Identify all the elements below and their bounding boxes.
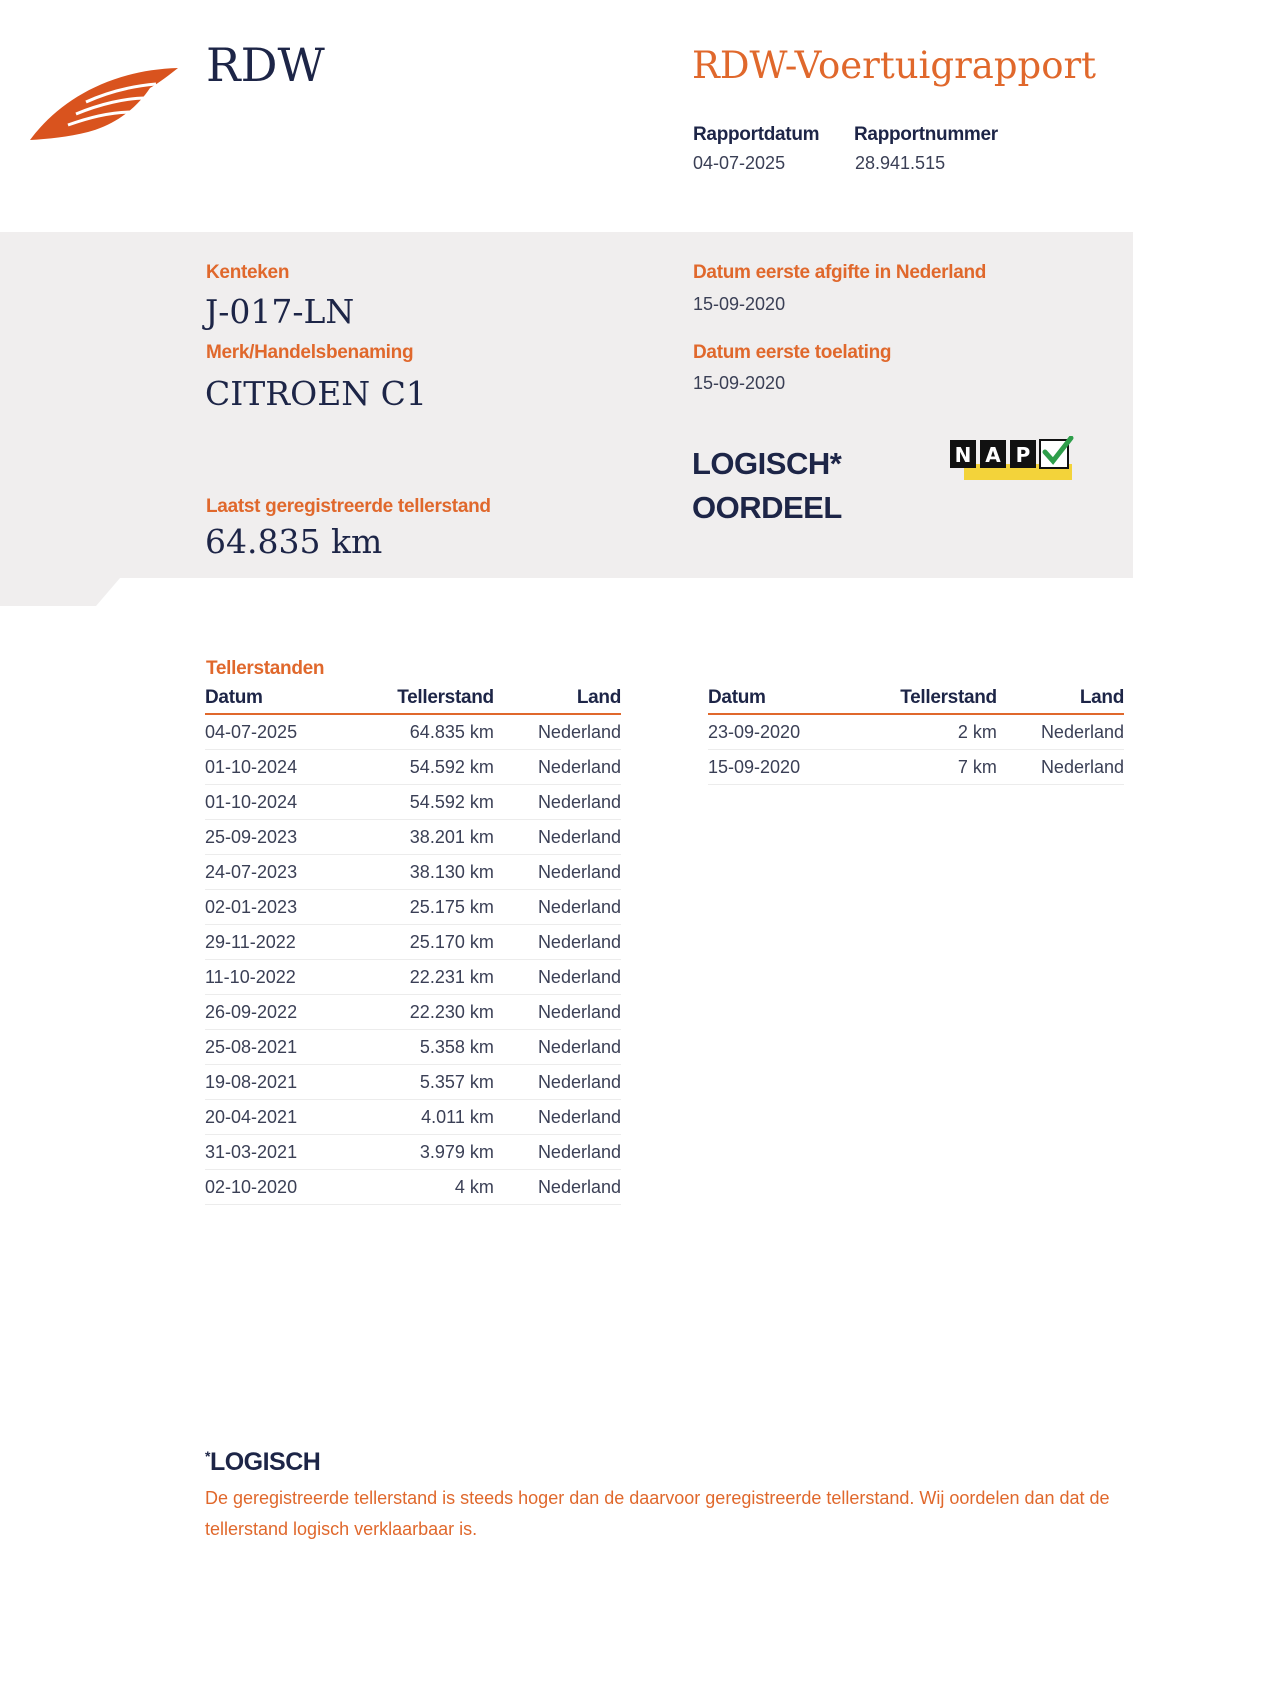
row-date: 01-10-2024 <box>205 785 346 820</box>
row-odometer: 64.835 km <box>346 714 494 750</box>
row-country: Nederland <box>494 1100 621 1135</box>
row-country: Nederland <box>494 714 621 750</box>
last-odometer-label: Laatst geregistreerde tellerstand <box>206 496 491 517</box>
verdict-line-2: OORDEEL <box>692 490 842 525</box>
header-tellerstand: Tellerstand <box>346 687 494 714</box>
row-odometer: 54.592 km <box>346 750 494 785</box>
row-date: 23-09-2020 <box>708 714 849 750</box>
row-country: Nederland <box>494 995 621 1030</box>
nap-logo-icon <box>950 436 1074 484</box>
header-datum: Datum <box>708 687 849 714</box>
nap-letter-p: P <box>1015 443 1031 467</box>
row-odometer: 25.175 km <box>346 890 494 925</box>
row-odometer: 2 km <box>849 714 997 750</box>
table-header-row <box>205 687 621 714</box>
row-date: 24-07-2023 <box>205 855 346 890</box>
table-row <box>205 890 621 925</box>
table-row <box>708 750 1124 785</box>
table-row <box>205 1135 621 1170</box>
row-odometer: 4.011 km <box>346 1100 494 1135</box>
row-date: 02-01-2023 <box>205 890 346 925</box>
table-row <box>205 785 621 820</box>
header-land: Land <box>494 687 621 714</box>
row-country: Nederland <box>494 1135 621 1170</box>
brand-name: RDW <box>206 38 325 92</box>
odometer-history-title: Tellerstanden <box>206 658 325 679</box>
row-odometer: 38.201 km <box>346 820 494 855</box>
footnote-text: De geregistreerde tellerstand is steeds hoger dan de daarvoor geregistreerde tellerstand. Wij oordelen dan dat de tellerstand logisch verklaarbaar is. <box>205 1488 1110 1539</box>
header-land: Land <box>997 687 1124 714</box>
merk-value: CITROEN C1 <box>205 374 427 413</box>
kenteken-value: J-017-LN <box>205 292 355 331</box>
row-date: 01-10-2024 <box>205 750 346 785</box>
odometer-table-left <box>205 687 621 1205</box>
verdict-line-1: LOGISCH* <box>692 446 842 481</box>
report-date-label: Rapportdatum <box>693 124 820 145</box>
row-odometer: 5.357 km <box>346 1065 494 1100</box>
table-row <box>205 855 621 890</box>
table-row <box>205 714 621 750</box>
row-country: Nederland <box>494 750 621 785</box>
row-country: Nederland <box>997 750 1124 785</box>
nap-letter-a: A <box>985 443 1001 467</box>
row-date: 15-09-2020 <box>708 750 849 785</box>
header-datum: Datum <box>205 687 346 714</box>
first-issue-label: Datum eerste afgifte in Nederland <box>693 262 987 283</box>
row-date: 19-08-2021 <box>205 1065 346 1100</box>
rdw-logo-icon <box>28 62 184 146</box>
table-row <box>205 750 621 785</box>
merk-label: Merk/Handelsbenaming <box>206 342 414 363</box>
table-row <box>205 820 621 855</box>
footnote-title: *LOGISCH <box>205 1448 321 1476</box>
row-country: Nederland <box>494 1170 621 1205</box>
report-number-label: Rapportnummer <box>854 124 998 145</box>
report-date-value: 04-07-2025 <box>693 153 786 173</box>
row-odometer: 4 km <box>346 1170 494 1205</box>
panel-notch <box>0 578 120 606</box>
row-country: Nederland <box>494 925 621 960</box>
row-odometer: 25.170 km <box>346 925 494 960</box>
row-date: 25-09-2023 <box>205 820 346 855</box>
row-odometer: 54.592 km <box>346 785 494 820</box>
row-country: Nederland <box>494 785 621 820</box>
row-date: 31-03-2021 <box>205 1135 346 1170</box>
table-row <box>205 1030 621 1065</box>
row-country: Nederland <box>997 714 1124 750</box>
last-odometer-value: 64.835 km <box>205 522 383 561</box>
report-number-value: 28.941.515 <box>855 153 946 173</box>
row-odometer: 5.358 km <box>346 1030 494 1065</box>
table-header-row <box>708 687 1124 714</box>
row-odometer: 38.130 km <box>346 855 494 890</box>
header-tellerstand: Tellerstand <box>849 687 997 714</box>
row-country: Nederland <box>494 1030 621 1065</box>
first-issue-value: 15-09-2020 <box>693 294 786 314</box>
table-row <box>205 1065 621 1100</box>
table-row <box>205 925 621 960</box>
row-date: 29-11-2022 <box>205 925 346 960</box>
table-row <box>205 995 621 1030</box>
row-odometer: 3.979 km <box>346 1135 494 1170</box>
row-date: 25-08-2021 <box>205 1030 346 1065</box>
row-country: Nederland <box>494 855 621 890</box>
report-title: RDW-Voertuigrapport <box>692 44 1097 87</box>
verdict <box>692 442 842 530</box>
nap-letter-n: N <box>954 443 972 467</box>
first-admission-value: 15-09-2020 <box>693 373 786 393</box>
table-row <box>205 960 621 995</box>
row-country: Nederland <box>494 1065 621 1100</box>
row-odometer: 22.230 km <box>346 995 494 1030</box>
row-date: 26-09-2022 <box>205 995 346 1030</box>
row-date: 11-10-2022 <box>205 960 346 995</box>
footnote-title-text: LOGISCH <box>209 1448 321 1476</box>
table-row <box>205 1170 621 1205</box>
row-country: Nederland <box>494 820 621 855</box>
odometer-table-right <box>708 687 1124 785</box>
row-country: Nederland <box>494 890 621 925</box>
row-odometer: 7 km <box>849 750 997 785</box>
row-country: Nederland <box>494 960 621 995</box>
kenteken-label: Kenteken <box>206 262 290 283</box>
row-odometer: 22.231 km <box>346 960 494 995</box>
row-date: 04-07-2025 <box>205 714 346 750</box>
table-row <box>708 714 1124 750</box>
row-date: 20-04-2021 <box>205 1100 346 1135</box>
row-date: 02-10-2020 <box>205 1170 346 1205</box>
first-admission-label: Datum eerste toelating <box>693 342 892 363</box>
table-row <box>205 1100 621 1135</box>
